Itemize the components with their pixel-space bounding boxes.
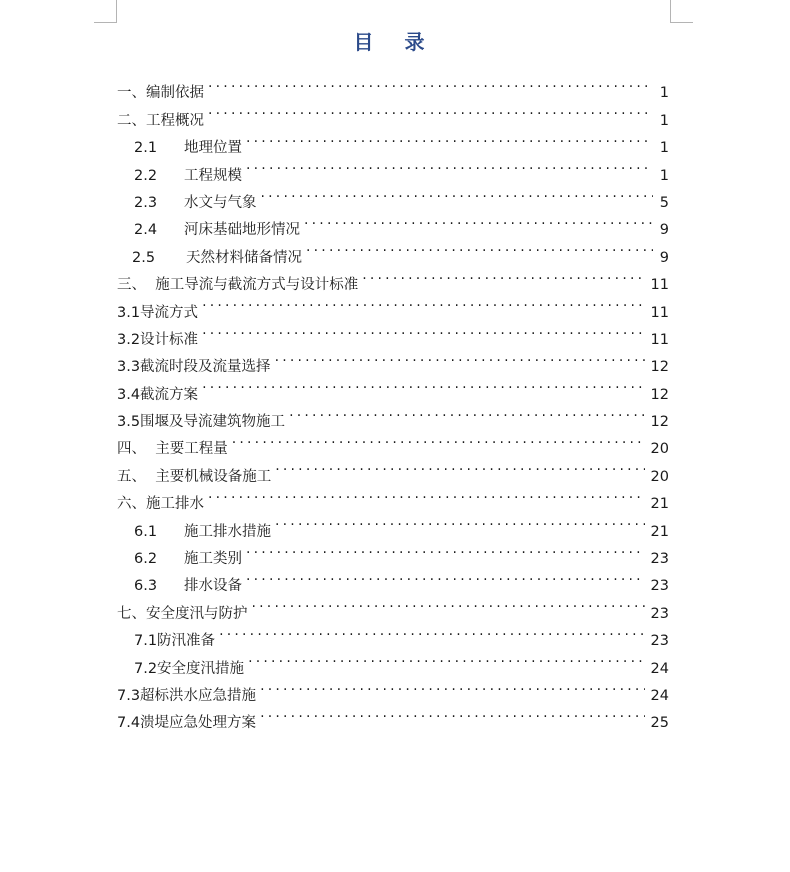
toc-entry-page: 1 xyxy=(659,140,669,157)
toc-entry-page: 9 xyxy=(659,249,669,266)
toc-dot-leader xyxy=(246,536,645,563)
toc-dot-leader xyxy=(306,234,653,261)
toc-entry-page: 21 xyxy=(650,496,669,513)
toc-entry-label: 施工排水措施 xyxy=(184,523,271,540)
toc-entry-label: 六、施工排水 xyxy=(117,496,204,513)
toc-dot-leader xyxy=(248,645,644,672)
toc-entry-label: 一、编制依据 xyxy=(117,85,204,102)
toc-entry[interactable] xyxy=(117,70,669,102)
toc-entry-label: 7.4溃堤应急处理方案 xyxy=(117,715,257,732)
toc-dot-leader xyxy=(246,125,653,152)
toc-entry-page: 23 xyxy=(650,633,669,650)
toc-dot-leader xyxy=(260,700,644,727)
toc-title: 目 录 xyxy=(353,30,437,54)
toc-entry-page: 12 xyxy=(650,386,669,403)
toc-entry-page: 25 xyxy=(650,715,669,732)
toc-entry-label: 工程规模 xyxy=(184,167,242,184)
toc-dot-leader xyxy=(252,590,645,617)
toc-entry-number: 2.1 xyxy=(134,140,158,157)
toc-entry-page: 12 xyxy=(650,414,669,431)
toc-dot-leader xyxy=(362,262,644,289)
toc-entry-label: 四、 主要工程量 xyxy=(117,441,228,458)
toc-entry-label: 3.1导流方式 xyxy=(117,304,199,321)
toc-entry-number: 2.4 xyxy=(134,222,158,239)
toc-entry-page: 20 xyxy=(650,441,669,458)
toc-entry-page: 23 xyxy=(650,551,669,568)
toc-dot-leader xyxy=(202,371,644,398)
toc-entry-page: 12 xyxy=(650,359,669,376)
toc-entry-page: 5 xyxy=(659,194,669,211)
toc-entry-number: 6.1 xyxy=(134,523,158,540)
toc-dot-leader xyxy=(275,508,645,535)
toc-dot-leader xyxy=(246,563,645,590)
toc-entry-label: 二、工程概况 xyxy=(117,112,204,129)
toc-entry-page: 11 xyxy=(650,331,669,348)
toc-entry-label: 天然材料储备情况 xyxy=(186,249,302,266)
toc-entry-label: 施工类别 xyxy=(184,551,242,568)
toc-entry-page: 23 xyxy=(650,605,669,622)
page-corner-mark-left xyxy=(94,0,117,23)
toc-entry-page: 1 xyxy=(659,167,669,184)
toc-entry-label: 七、安全度汛与防护 xyxy=(117,605,248,622)
toc-entry-page: 11 xyxy=(650,277,669,294)
toc-entry-label: 3.3截流时段及流量选择 xyxy=(117,359,271,376)
toc-entry-page: 1 xyxy=(659,85,669,102)
toc-entry-page: 11 xyxy=(650,304,669,321)
toc-dot-leader xyxy=(275,344,645,371)
toc-entry-label: 3.2设计标准 xyxy=(117,331,199,348)
toc-dot-leader xyxy=(246,152,653,179)
toc-entry[interactable] xyxy=(117,317,669,348)
toc-dot-leader xyxy=(208,97,653,124)
toc-entry-label: 3.4截流方案 xyxy=(117,386,199,403)
toc-entry-label: 五、 主要机械设备施工 xyxy=(117,468,272,485)
toc-entry-page: 9 xyxy=(659,222,669,239)
toc-entry-number: 2.3 xyxy=(134,194,158,211)
toc-dot-leader xyxy=(260,673,644,700)
toc-entry-label: 排水设备 xyxy=(184,578,242,595)
toc-entry-page: 1 xyxy=(659,112,669,129)
toc-entry-number: 2.2 xyxy=(134,167,158,184)
toc-dot-leader xyxy=(208,481,645,508)
toc-entry-page: 24 xyxy=(650,660,669,677)
toc-dot-leader xyxy=(202,289,644,316)
toc-entry[interactable] xyxy=(117,399,669,431)
toc-entry-page: 21 xyxy=(650,523,669,540)
toc-entry-label: 7.2安全度汛措施 xyxy=(134,660,245,677)
toc-dot-leader xyxy=(275,453,644,480)
toc-entry-label: 三、 施工导流与截流方式与设计标准 xyxy=(117,277,359,294)
table-of-contents xyxy=(117,70,669,732)
toc-entry-page: 24 xyxy=(650,687,669,704)
toc-dot-leader xyxy=(219,618,644,645)
toc-entry-label: 7.3超标洪水应急措施 xyxy=(117,687,257,704)
toc-dot-leader xyxy=(304,207,653,234)
toc-dot-leader xyxy=(289,399,644,426)
toc-dot-leader xyxy=(208,70,653,97)
toc-dot-leader xyxy=(261,180,654,207)
toc-entry-page: 23 xyxy=(650,578,669,595)
page-corner-mark-right xyxy=(670,0,693,23)
toc-entry-number: 6.3 xyxy=(134,578,158,595)
toc-entry-number: 6.2 xyxy=(134,551,158,568)
toc-entry-page: 20 xyxy=(650,468,669,485)
toc-dot-leader xyxy=(202,317,644,344)
toc-entry-label: 7.1防汛准备 xyxy=(134,633,216,650)
toc-entry-label: 3.5围堰及导流建筑物施工 xyxy=(117,414,286,431)
toc-entry-label: 水文与气象 xyxy=(184,194,257,211)
toc-entry[interactable] xyxy=(117,344,669,376)
toc-entry-number: 2.5 xyxy=(132,249,156,266)
toc-entry-label: 地理位置 xyxy=(184,140,242,157)
toc-dot-leader xyxy=(232,426,645,453)
toc-entry-label: 河床基础地形情况 xyxy=(184,222,300,239)
